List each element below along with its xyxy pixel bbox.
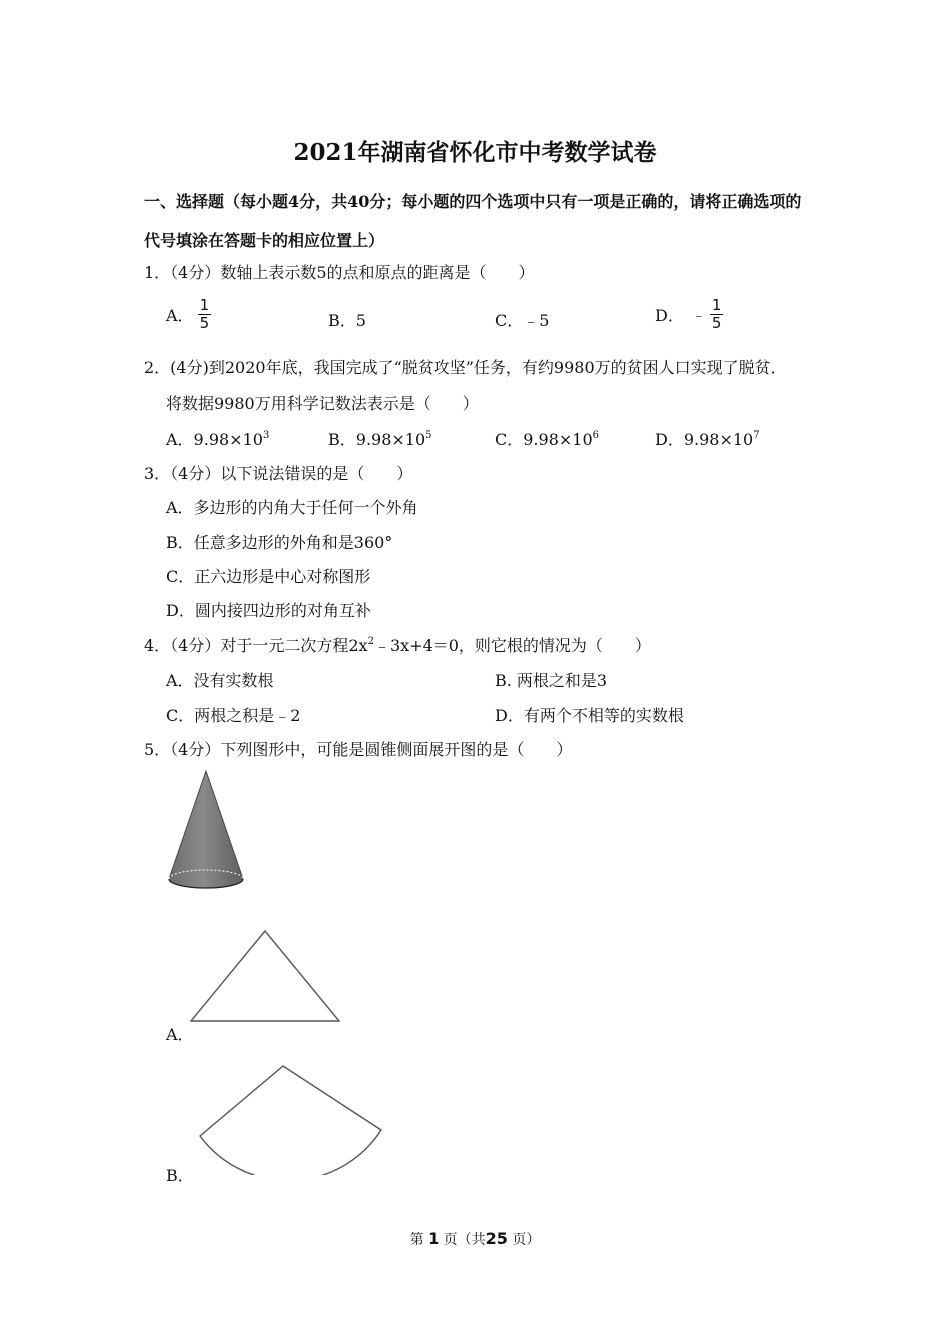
q1-option-a-fraction: $\frac{1}{5}$	[199, 296, 210, 332]
page-footer: 第 1 页（共25 页）	[409, 1229, 541, 1248]
q3-option-d: D．圆内接四边形的对角互补	[166, 601, 371, 620]
q4-option-a: A．没有实数根	[166, 671, 274, 690]
q2-stem-line-2: 将数据9980万用科学记数法表示是（ ）	[166, 394, 479, 413]
q5-stem: 5．（4分）下列图形中，可能是圆锥侧面展开图的是（ ）	[144, 740, 573, 759]
page-total: 25	[485, 1229, 508, 1248]
q1-option-d-fraction: $\frac{1}{5}$	[711, 296, 722, 332]
q2-option-c: C．$9.98\times 10^6$	[495, 430, 600, 449]
q1-option-d: D． ﹣ $\frac{1}{5}$	[655, 296, 722, 332]
q1-option-b: B．5	[328, 311, 366, 330]
q3-option-c: C．正六边形是中心对称图形	[166, 567, 371, 586]
q2-option-b: B．$9.98\times 10^5$	[328, 430, 432, 449]
q2-stem-line-1: 2．(4分)到2020年底，我国完成了“脱贫攻坚”任务，有约9980万的贫困人口实现了脱贫．	[144, 358, 787, 377]
q4-option-b: B. 两根之和是3	[495, 671, 608, 690]
section-heading-line-1: 一、选择题（每小题4分，共40分；每小题的四个选项中只有一项是正确的，请将正确选项的	[144, 192, 802, 211]
q2-option-a: A．$9.98\times 10^3$	[166, 430, 270, 449]
page-title: 2021年湖南省怀化市中考数学试卷	[293, 139, 657, 166]
cone-body	[169, 771, 243, 888]
q5-option-b-label: B．	[166, 1166, 194, 1185]
q4-option-c: C．两根之积是﹣2	[166, 706, 301, 725]
q5-option-b-sector	[192, 1060, 387, 1175]
q3-stem: 3．（4分）以下说法错误的是（ ）	[144, 464, 413, 483]
q5-option-a-triangle	[185, 925, 345, 1025]
q4-option-d: D．有两个不相等的实数根	[495, 706, 684, 725]
q5-option-a-label: A．	[166, 1025, 194, 1044]
q3-option-a: A．多边形的内角大于任何一个外角	[166, 498, 418, 517]
q4-stem: 4．（4分）对于一元二次方程$2x^2﹣3x+4=0$，则它根的情况为（ ）	[144, 636, 651, 655]
q1-option-a: A． $\frac{1}{5}$	[166, 296, 210, 332]
page-number: 1	[428, 1229, 440, 1248]
q2-option-d: D．$9.98\times 10^7$	[655, 430, 760, 449]
q1-stem: 1．（4分）数轴上表示数5的点和原点的距离是（ ）	[144, 263, 535, 282]
q1-option-c: C．﹣5	[495, 311, 550, 330]
cone-figure	[160, 765, 255, 895]
section-heading-line-2: 代号填涂在答题卡的相应位置上）	[144, 231, 385, 250]
q3-option-b: B．任意多边形的外角和是360°	[166, 533, 393, 552]
